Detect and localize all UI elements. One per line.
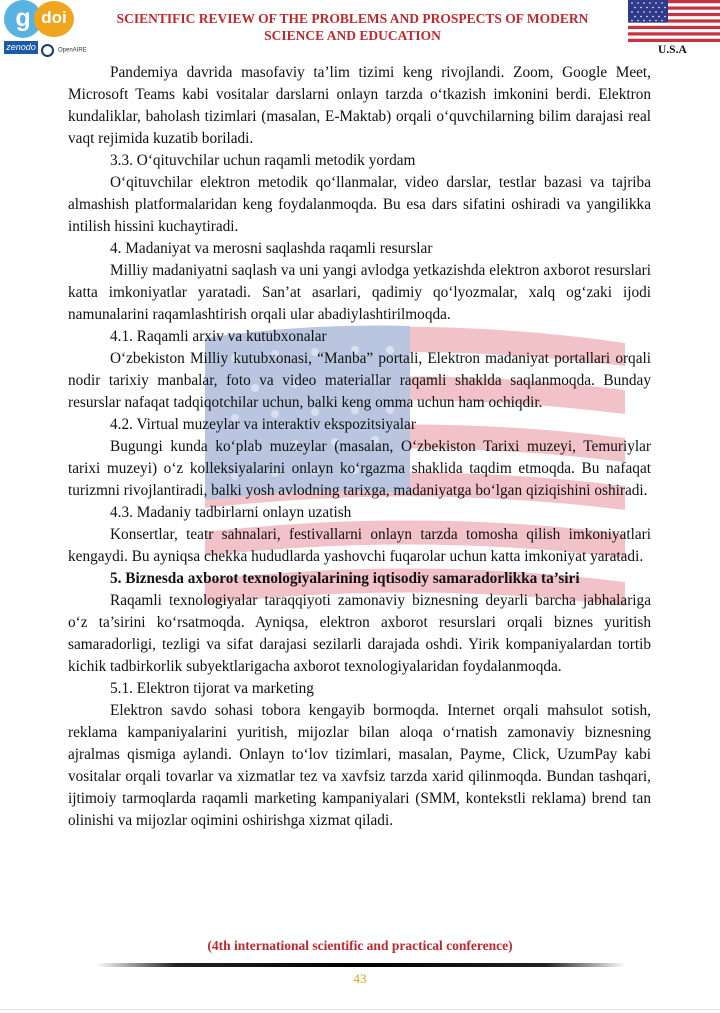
doi-logo: [34, 1, 74, 37]
paragraph-business-it: Raqamli texnologiyalar taraqqiyoti zamonaviy biznesning deyarli barcha jabhalariga o‘z ta’sirini ko‘rsatmoqda. Ayniqsa, elektron axborot resurslari orqali biznes yuritish samaradorligi, tezligi va sifat darajasi sezilarli darajada oshdi. Yirik kompaniyalardan tortib kichik tadbirkorlik subyektlarigacha axborot texnologiyalaridan foydalanmoqda.: [68, 592, 651, 675]
article-body: [68, 62, 651, 832]
journal-title-line-1: SCIENTIFIC REVIEW OF THE PROBLEMS AND PROSPECTS OF MODERN: [116, 11, 589, 26]
openaire-logo: [41, 41, 87, 54]
us-flag-icon: [628, 0, 720, 42]
heading-4: 4. Madaniyat va merosni saqlashda raqamli resurslar: [110, 240, 433, 257]
journal-title-line-2: SCIENCE AND EDUCATION: [264, 28, 441, 43]
openaire-logo-text: OpenAIRE: [58, 47, 87, 54]
zenodo-logo: zenodo: [4, 41, 38, 54]
paragraph-online-events: Konsertlar, teatr sahnalari, festivallarni onlayn tarzda tomosha qilish imkoniyatlari kengaydi. Bu ayniqsa chekka hududlarda yashovchi fuqarolar uchun katta imkoniyat yaratadi.: [68, 526, 651, 565]
page-header: [0, 0, 720, 60]
subheading-4-2: 4.2. Virtual muzeylar va interaktiv ekspozitsiyalar: [110, 416, 416, 433]
subheading-3-3: 3.3. O‘qituvchilar uchun raqamli metodik yordam: [110, 152, 416, 169]
paragraph-remote-learning: Pandemiya davrida masofaviy ta’lim tizimi keng rivojlandi. Zoom, Google Meet, Microsoft Teams kabi vositalar darslarni onlayn tarzda o‘tkazish imkonini berdi. Elektron kundaliklar, baholash tizimlari (masalan, E-Maktab) orqali o‘quvchilarning bilim darajasi real vaqt rejimida kuzatib boriladi.: [68, 64, 651, 147]
paragraph-ecommerce: Elektron savdo sohasi tobora kengayib bormoqda. Internet orqali mahsulot sotish, reklama kampaniyalarini yuritish, mijozlar bilan aloqa o‘rnatish zamonaviy biznesning ajralmas qismiga aylandi. Onlayn to‘lov tizimlari, masalan, Payme, Click, UzumPay kabi vositalar orqali tovarlar va xizmatlar tez va xavfsiz tarzda xarid qilinmoqda. Bundan tashqari, ijtimoiy tarmoqlarda raqamli marketing kampaniyalari (SMM, kontekstli reklama) brend tan olinishi va mijozlar oqimini oshirishga xizmat qiladi.: [68, 702, 651, 829]
subheading-4-3: 4.3. Madaniy tadbirlarni onlayn uzatish: [110, 504, 352, 521]
journal-title: [90, 10, 615, 44]
paragraph-teacher-resources: O‘qituvchilar elektron metodik qo‘llanmalar, video darslar, testlar bazasi va tajriba almashish platformalaridan keng foydalanmoqda. Bu esa dars sifatini oshiradi va yangilikka intilish hissini kuchaytiradi.: [68, 174, 651, 235]
paragraph-cultural-heritage: Milliy madaniyatni saqlash va uni yangi avlodga yetkazishda elektron axborot resurslari katta imkoniyatlar yaratadi. San’at asarlari, qadimiy qo‘lyozmalar, xalq og‘zaki ijodi namunalarini raqamlashtirish orqali ular abadiylashtirilmoqda.: [68, 262, 651, 323]
subheading-5-1: 5.1. Elektron tijorat va marketing: [110, 680, 314, 697]
openaire-ring-icon: [41, 44, 54, 57]
paragraph-digital-archives: O‘zbekiston Milliy kutubxonasi, “Manba” portali, Elektron madaniyat portallari orqali nodir tarixiy manbalar, foto va video materiallar raqamli shaklda saqlanmoqda. Bunday resurslar nafaqat tadqiqotchilar uchun, balki keng omma uchun ham ochiqdir.: [68, 350, 651, 411]
bottom-rule: [0, 1009, 720, 1010]
subheading-4-1: 4.1. Raqamli arxiv va kutubxonalar: [110, 328, 327, 345]
conference-footer: (4th international scientific and practical conference): [207, 938, 513, 953]
doi-logo-text: doi: [41, 8, 67, 27]
page-number: 43: [353, 971, 367, 986]
g-logo-text: g: [15, 4, 31, 32]
country-label: U.S.A: [658, 44, 687, 56]
paragraph-virtual-museums: Bugungi kunda ko‘plab muzeylar (masalan, O‘zbekiston Tarixi muzeyi, Temuriylar tarixi muzeyi) o‘z kolleksiyalarini onlayn ko‘rgazma shaklida taqdim etmoqda. Bu nafaqat turizmni rivojlantiradi, balki yosh avlodning tarixga, madaniyatga bo‘lgan qiziqishini oshiradi.: [68, 438, 651, 499]
footer-divider: [96, 963, 626, 967]
heading-5: 5. Biznesda axborot texnologiyalarining iqtisodiy samaradorlikka ta’siri: [110, 570, 580, 587]
